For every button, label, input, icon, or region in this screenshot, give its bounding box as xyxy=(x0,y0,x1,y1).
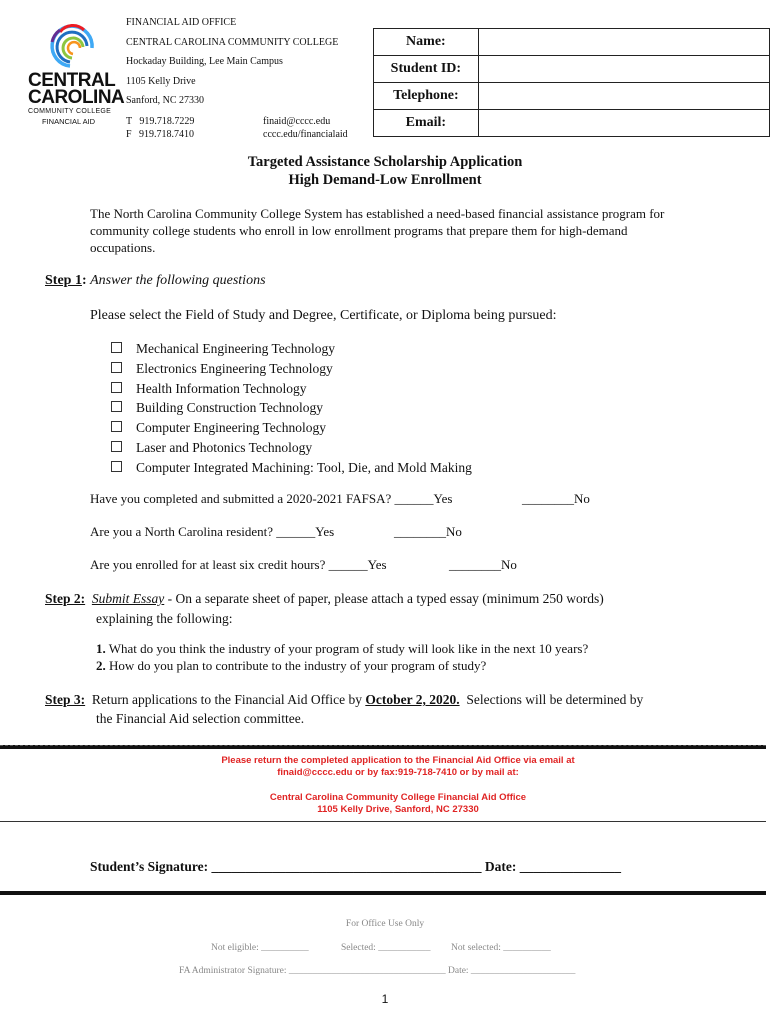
step3-text: Return applications to the Financial Aid Office by xyxy=(91,692,366,707)
q1-text: What do you think the industry of your program of study will look like in the next 10 years? xyxy=(105,641,589,656)
step1-prompt: Please select the Field of Study and Degree, Certificate, or Diploma being pursued: xyxy=(90,308,557,323)
cccc-logo xyxy=(28,22,125,126)
name-label: Name: xyxy=(374,29,479,56)
web-link[interactable]: cccc.edu/financialaid xyxy=(263,129,348,140)
name-row xyxy=(374,29,770,56)
not-eligible: Not eligible: __________ xyxy=(211,943,309,953)
q2-number: 2. xyxy=(96,658,106,673)
divider-top xyxy=(0,745,766,749)
divider-middle xyxy=(0,821,766,822)
logo-word-carolina: CAROLINA xyxy=(28,87,125,108)
step3-label: Step 3: xyxy=(45,692,86,707)
phone: T 919.718.7229 xyxy=(126,116,195,127)
option-laser[interactable] xyxy=(111,440,312,456)
option-label: Electronics Engineering Technology xyxy=(136,361,333,376)
street: 1105 Kelly Drive xyxy=(126,76,196,87)
step3-text2: the Financial Aid selection committee. xyxy=(96,711,305,726)
student-id-row xyxy=(374,56,770,83)
checkbox-icon[interactable] xyxy=(111,382,122,393)
credit-no[interactable]: ________No xyxy=(449,557,517,572)
form-subtitle: High Demand-Low Enrollment xyxy=(288,172,482,188)
intro-paragraph: The North Carolina Community College System has established a need-based financial assistance program for community college students who enroll in low enrollment programs that prepare them for high-demand occupations. xyxy=(90,206,665,255)
step2-text: - On a separate sheet of paper, please attach a typed essay (minimum 250 words) xyxy=(164,591,604,606)
office-use-title: For Office Use Only xyxy=(345,919,425,929)
credit-question[interactable]: Are you enrolled for at least six credit hours? ______Yes xyxy=(90,557,387,572)
email-row xyxy=(374,110,770,137)
telephone-label: Telephone: xyxy=(374,83,479,110)
telephone-field[interactable] xyxy=(478,83,769,110)
essay-question-1 xyxy=(96,641,588,657)
fafsa-question[interactable]: Have you completed and submitted a 2020-2021 FAFSA? ______Yes xyxy=(90,491,453,506)
deadline: October 2, 2020. xyxy=(365,692,460,707)
email-link[interactable]: finaid@cccc.edu xyxy=(263,116,331,127)
resident-question[interactable]: Are you a North Carolina resident? ______Yes xyxy=(90,524,335,539)
option-mechanical[interactable] xyxy=(111,341,335,357)
not-selected: Not selected: __________ xyxy=(451,943,551,953)
option-label: Computer Engineering Technology xyxy=(136,420,327,435)
checkbox-icon[interactable] xyxy=(111,401,122,412)
student-id-field[interactable] xyxy=(478,56,769,83)
option-machining[interactable] xyxy=(111,460,472,476)
checkbox-icon[interactable] xyxy=(111,421,122,432)
student-info-box xyxy=(373,28,770,137)
admin-signature: FA Administrator Signature: _________________________________ Date: ______________________ xyxy=(179,966,576,976)
step2-title: Submit Essay xyxy=(91,591,165,606)
college-name: CENTRAL CAROLINA COMMUNITY COLLEGE xyxy=(126,37,339,48)
page-number: 1 xyxy=(381,992,389,1006)
step3-text-after: Selections will be determined by xyxy=(459,692,644,707)
logo-word-central: CENTRAL xyxy=(28,70,116,91)
step2-text2: explaining the following: xyxy=(96,611,233,626)
form-title: Targeted Assistance Scholarship Application xyxy=(247,154,523,170)
option-electronics[interactable] xyxy=(111,361,333,377)
step1-title: Answer the following questions xyxy=(90,273,266,288)
q1-number: 1. xyxy=(96,641,106,656)
student-id-label: Student ID: xyxy=(374,56,479,83)
return-address-line2: 1105 Kelly Drive, Sanford, NC 27330 xyxy=(317,804,479,815)
email-label: Email: xyxy=(374,110,479,137)
email-field[interactable] xyxy=(478,110,769,137)
option-label: Laser and Photonics Technology xyxy=(136,440,313,455)
logo-community-college: COMMUNITY COLLEGE xyxy=(28,108,112,115)
option-label: Computer Integrated Machining: Tool, Die, and Mold Making xyxy=(136,460,472,475)
resident-no[interactable]: ________No xyxy=(394,524,462,539)
checkbox-icon[interactable] xyxy=(111,461,122,472)
step2-line1 xyxy=(45,591,604,607)
checkbox-icon[interactable] xyxy=(111,362,122,373)
option-health-info[interactable] xyxy=(111,381,307,397)
name-field[interactable] xyxy=(478,29,769,56)
step3-line1 xyxy=(45,692,643,708)
selected: Selected: ___________ xyxy=(341,943,431,953)
student-signature-line[interactable]: Student’s Signature: ________________________________________ Date: _______________ xyxy=(90,859,622,874)
option-label: Building Construction Technology xyxy=(136,400,324,415)
logo-arcs-icon xyxy=(40,22,100,72)
q2-text: How do you plan to contribute to the industry of your program of study? xyxy=(105,658,487,673)
step1-heading: Step 1: Answer the following questions xyxy=(45,273,266,288)
essay-question-2 xyxy=(96,658,486,674)
option-building[interactable] xyxy=(111,400,323,416)
return-address-line1: Central Carolina Community College Financial Aid Office xyxy=(269,792,527,803)
option-computer-eng[interactable] xyxy=(111,420,326,436)
return-notice-line1: Please return the completed application to the Financial Aid Office via email at xyxy=(221,755,575,766)
checkbox-icon[interactable] xyxy=(111,342,122,353)
checkbox-icon[interactable] xyxy=(111,441,122,452)
city: Sanford, NC 27330 xyxy=(126,95,205,106)
fax: F 919.718.7410 xyxy=(126,129,195,140)
divider-bottom xyxy=(0,891,766,895)
option-label: Mechanical Engineering Technology xyxy=(136,341,335,356)
telephone-row xyxy=(374,83,770,110)
return-notice-line2: finaid@cccc.edu or by fax:919-718-7410 or by mail at: xyxy=(277,767,519,778)
logo-financial-aid: FINANCIAL AID xyxy=(42,117,96,126)
step2-label: Step 2: xyxy=(45,591,86,606)
step1-label: Step 1 xyxy=(45,273,82,288)
office-title: FINANCIAL AID OFFICE xyxy=(126,17,237,28)
fafsa-no[interactable]: ________No xyxy=(522,491,590,506)
option-label: Health Information Technology xyxy=(136,381,307,396)
building: Hockaday Building, Lee Main Campus xyxy=(126,56,283,67)
